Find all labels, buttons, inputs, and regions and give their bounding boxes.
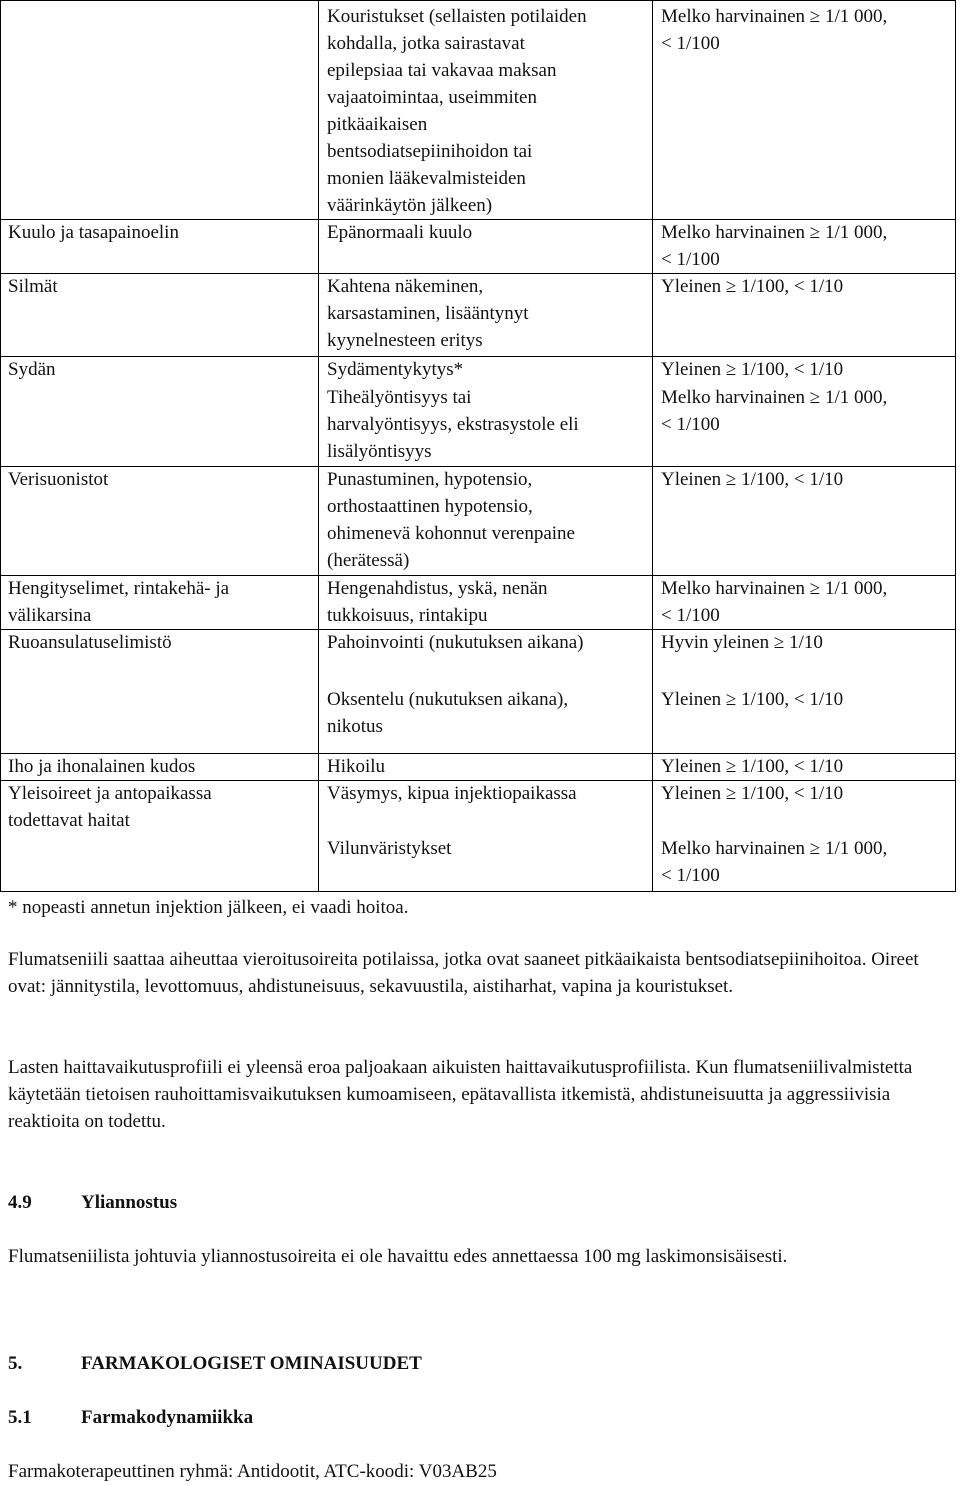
section-title: Farmakodynamiikka: [81, 1407, 254, 1428]
table-cell-frequency: Yleinen ≥ 1/100, < 1/10: [661, 689, 844, 710]
table-cell-frequency: Yleinen ≥ 1/100, < 1/10: [661, 276, 844, 297]
table-cell-frequency: Yleinen ≥ 1/100, < 1/10: [661, 756, 844, 777]
table-cell-organ: Iho ja ihonalainen kudos: [8, 756, 196, 777]
table-cell-organ: Verisuonistot: [8, 469, 109, 490]
section-title: FARMAKOLOGISET OMINAISUUDET: [81, 1353, 422, 1374]
table-cell-frequency: Yleinen ≥ 1/100, < 1/10: [661, 783, 844, 804]
table-border-right: [955, 0, 956, 892]
table-cell-effect: Tiheälyöntisyys tai harvalyöntisyys, ekstrasystole eli lisälyöntisyys: [327, 387, 579, 462]
table-cell-effect: Kahtena näkeminen, karsastaminen, lisääntynyt kyynelnesteen eritys: [327, 276, 529, 351]
table-cell-effect: Pahoinvointi (nukutuksen aikana): [327, 632, 584, 653]
table-cell-frequency: Yleinen ≥ 1/100, < 1/10: [661, 469, 844, 490]
section-heading-5-1: [8, 1404, 253, 1431]
table-border-left: [0, 0, 1, 892]
table-cell-effect: Oksentelu (nukutuksen aikana), nikotus: [327, 689, 569, 737]
table-cell-effect: Vilunväristykset: [327, 838, 452, 859]
table-cell-frequency: Yleinen ≥ 1/100, < 1/10: [661, 359, 844, 380]
section-number: 5.: [8, 1353, 23, 1374]
table-cell-effect: Kouristukset (sellaisten potilaiden kohdalla, jotka sairastavat epilepsiaa tai vakavaa maksan vajaatoimintaa, useimmiten pitkäaikaisen bentsodiatsepiinihoidon tai monien lääkevalmisteiden väärinkäytön jälkeen): [327, 6, 587, 216]
table-cell-effect: Hikoilu: [327, 756, 386, 777]
table-cell-organ: Kuulo ja tasapainoelin: [8, 222, 179, 243]
paragraph-children: Lasten haittavaikutusprofiili ei yleensä eroa paljoakaan aikuisten haittavaikutusprofiilista. Kun flumatseniilivalmistetta käytetään tietoisen rauhoittamisvaikutuksen kumoamiseen, epätavallista itkemistä, ahdistuneisuutta ja aggressiivisia reaktioita on todettu.: [8, 1057, 913, 1132]
table-cell-effect: Väsymys, kipua injektiopaikassa: [327, 783, 577, 804]
section-title: Yliannostus: [81, 1192, 178, 1213]
table-cell-effect: Hengenahdistus, yskä, nenän tukkoisuus, rintakipu: [327, 578, 548, 626]
table-border-top: [0, 0, 956, 1]
table-cell-frequency: Melko harvinainen ≥ 1/1 000, < 1/100: [661, 222, 888, 270]
table-cell-frequency: Melko harvinainen ≥ 1/1 000, < 1/100: [661, 838, 888, 886]
table-cell-frequency: Melko harvinainen ≥ 1/1 000, < 1/100: [661, 387, 888, 435]
table-cell-frequency: Melko harvinainen ≥ 1/1 000, < 1/100: [661, 578, 888, 626]
paragraph-overdose: Flumatseniilista johtuvia yliannostusoireita ei ole havaittu edes annettaessa 100 mg laskimonsisäisesti.: [8, 1246, 788, 1267]
table-border-bottom: [0, 891, 956, 892]
paragraph-withdrawal: Flumatseniili saattaa aiheuttaa vieroitusoireita potilaissa, jotka ovat saaneet pitkäaikaista bentsodiatsepiinihoitoa. Oireet ovat: jännitystila, levottomuus, ahdistuneisuus, sekavuustila, aistiharhat, vapina ja kouristukset.: [8, 949, 919, 997]
section-number: 4.9: [8, 1192, 32, 1213]
table-cell-effect: Punastuminen, hypotensio, orthostaattinen hypotensio, ohimenevä kohonnut verenpaine (herätessä): [327, 469, 575, 571]
table-footnote: * nopeasti annetun injektion jälkeen, ei vaadi hoitoa.: [8, 897, 409, 918]
table-cell-frequency: Hyvin yleinen ≥ 1/10: [661, 632, 823, 653]
section-number: 5.1: [8, 1407, 32, 1428]
table-cell-organ: Ruoansulatuselimistö: [8, 632, 172, 653]
table-cell-effect: Epänormaali kuulo: [327, 222, 473, 243]
table-cell-effect: Sydämentykytys*: [327, 359, 464, 380]
table-cell-organ: Yleisoireet ja antopaikassa todettavat haitat: [8, 783, 212, 831]
section-heading-5: [8, 1350, 422, 1377]
paragraph-atc: Farmakoterapeuttinen ryhmä: Antidootit, ATC-koodi: V03AB25: [8, 1461, 497, 1482]
table-column-divider: [318, 0, 319, 892]
table-cell-organ: Hengityselimet, rintakehä- ja välikarsina: [8, 578, 230, 626]
table-cell-frequency: Melko harvinainen ≥ 1/1 000, < 1/100: [661, 6, 888, 54]
table-column-divider: [652, 0, 653, 892]
section-heading-4-9: [8, 1189, 177, 1216]
table-cell-organ: Silmät: [8, 276, 58, 297]
table-cell-organ: Sydän: [8, 359, 56, 380]
